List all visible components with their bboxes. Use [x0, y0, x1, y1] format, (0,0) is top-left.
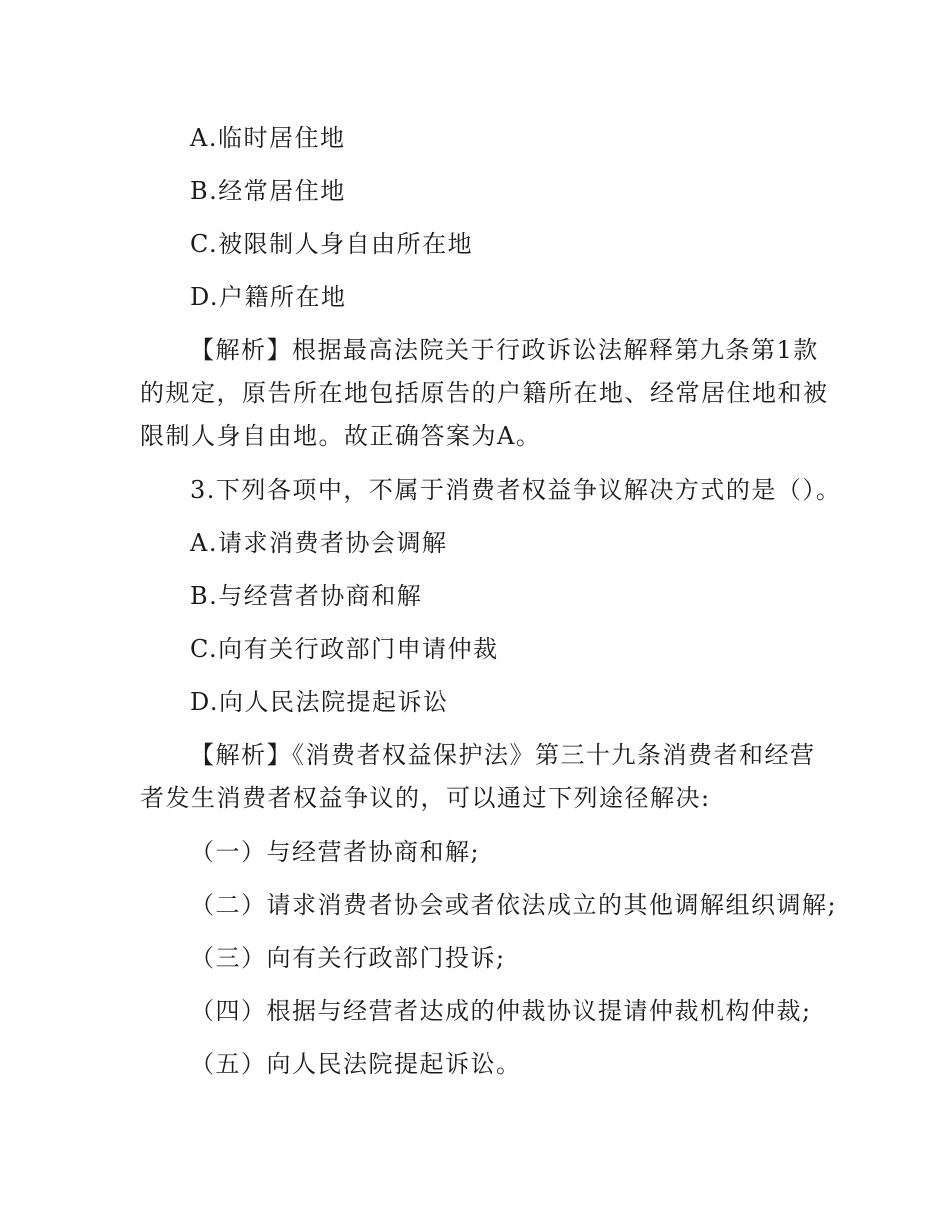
q2-analysis-line-1: 【解析】根据最高法院关于行政诉讼法解释第九条第1款	[190, 336, 819, 364]
q3-item-1: （一）与经营者协商和解;	[190, 838, 481, 866]
q2-option-b: B.经常居住地	[190, 177, 346, 205]
q3-option-a: A.请求消费者协会调解	[190, 529, 448, 557]
q2-option-c: C.被限制人身自由所在地	[190, 230, 474, 258]
q3-option-c: C.向有关行政部门申请仲裁	[190, 635, 499, 663]
q2-option-d: D.户籍所在地	[190, 283, 347, 311]
q2-analysis-line-3: 限制人身自由地。故正确答案为A。	[140, 422, 542, 450]
q3-question: 3.下列各项中，不属于消费者权益争议解决方式的是（）。	[190, 476, 842, 504]
q3-item-2: （二）请求消费者协会或者依法成立的其他调解组织调解;	[190, 891, 838, 919]
q3-item-4: （四）根据与经营者达成的仲裁协议提请仲裁机构仲裁;	[190, 997, 812, 1025]
q3-item-3: （三）向有关行政部门投诉;	[190, 944, 506, 972]
q2-analysis-line-2: 的规定，原告所在地包括原告的户籍所在地、经常居住地和被	[140, 379, 829, 407]
q3-analysis-line-1: 【解析】《消费者权益保护法》第三十九条消费者和经营	[190, 741, 816, 769]
q2-option-a: A.临时居住地	[190, 124, 346, 152]
q3-option-d: D.向人民法院提起诉讼	[190, 688, 449, 716]
q3-analysis-line-2: 者发生消费者权益争议的，可以通过下列途径解决:	[140, 784, 711, 812]
q3-item-5: （五）向人民法院提起诉讼。	[190, 1050, 522, 1078]
q3-option-b: B.与经营者协商和解	[190, 582, 423, 610]
